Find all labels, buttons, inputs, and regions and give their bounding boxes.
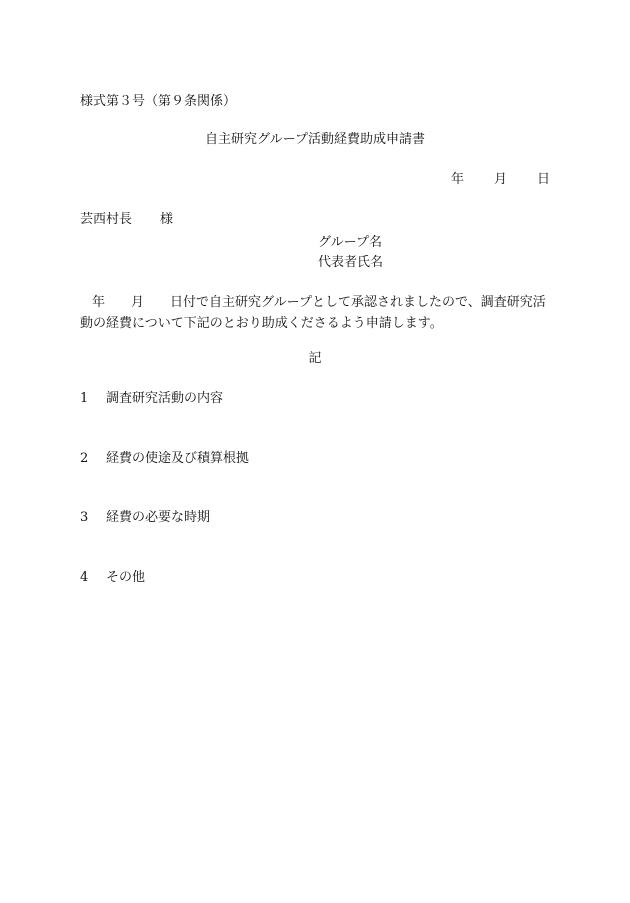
item-label: その他: [106, 570, 146, 585]
recipient: [80, 213, 173, 226]
recipient-honorific: 様: [160, 212, 174, 227]
item-label: 経費の使途及び積算根拠: [106, 451, 250, 466]
item-number: 1: [80, 391, 89, 406]
representative-name-label: 代表者氏名: [318, 255, 384, 270]
group-name-label: グループ名: [318, 235, 382, 250]
item-label: 経費の必要な時期: [106, 510, 211, 525]
list-item: [80, 452, 249, 465]
list-item: [80, 571, 145, 584]
item-number: 4: [80, 570, 89, 585]
date-month-label: 月: [493, 172, 507, 187]
date-day-label: 日: [536, 172, 550, 187]
ki-heading: 記: [308, 351, 322, 366]
list-item: [80, 511, 210, 524]
form-label: 様式第３号（第９条関係）: [80, 94, 237, 109]
document-title: 自主研究グループ活動経費助成申請書: [205, 132, 425, 147]
date-line: [451, 173, 550, 186]
body-text: 日付で自主研究グループとして承認されましたので、調査研究活動の経費について下記のとおり助成くださるよう申請します。: [80, 295, 546, 331]
date-year-label: 年: [450, 172, 464, 187]
item-label: 調査研究活動の内容: [106, 391, 224, 406]
body-year-label: 年: [92, 295, 106, 310]
recipient-name: 芸西村長: [80, 212, 133, 227]
applicant-block: [318, 233, 383, 273]
item-number: 3: [80, 510, 89, 525]
item-number: 2: [80, 451, 89, 466]
body-month-label: 月: [131, 295, 145, 310]
application-body: [80, 292, 550, 334]
list-item: [80, 392, 223, 405]
